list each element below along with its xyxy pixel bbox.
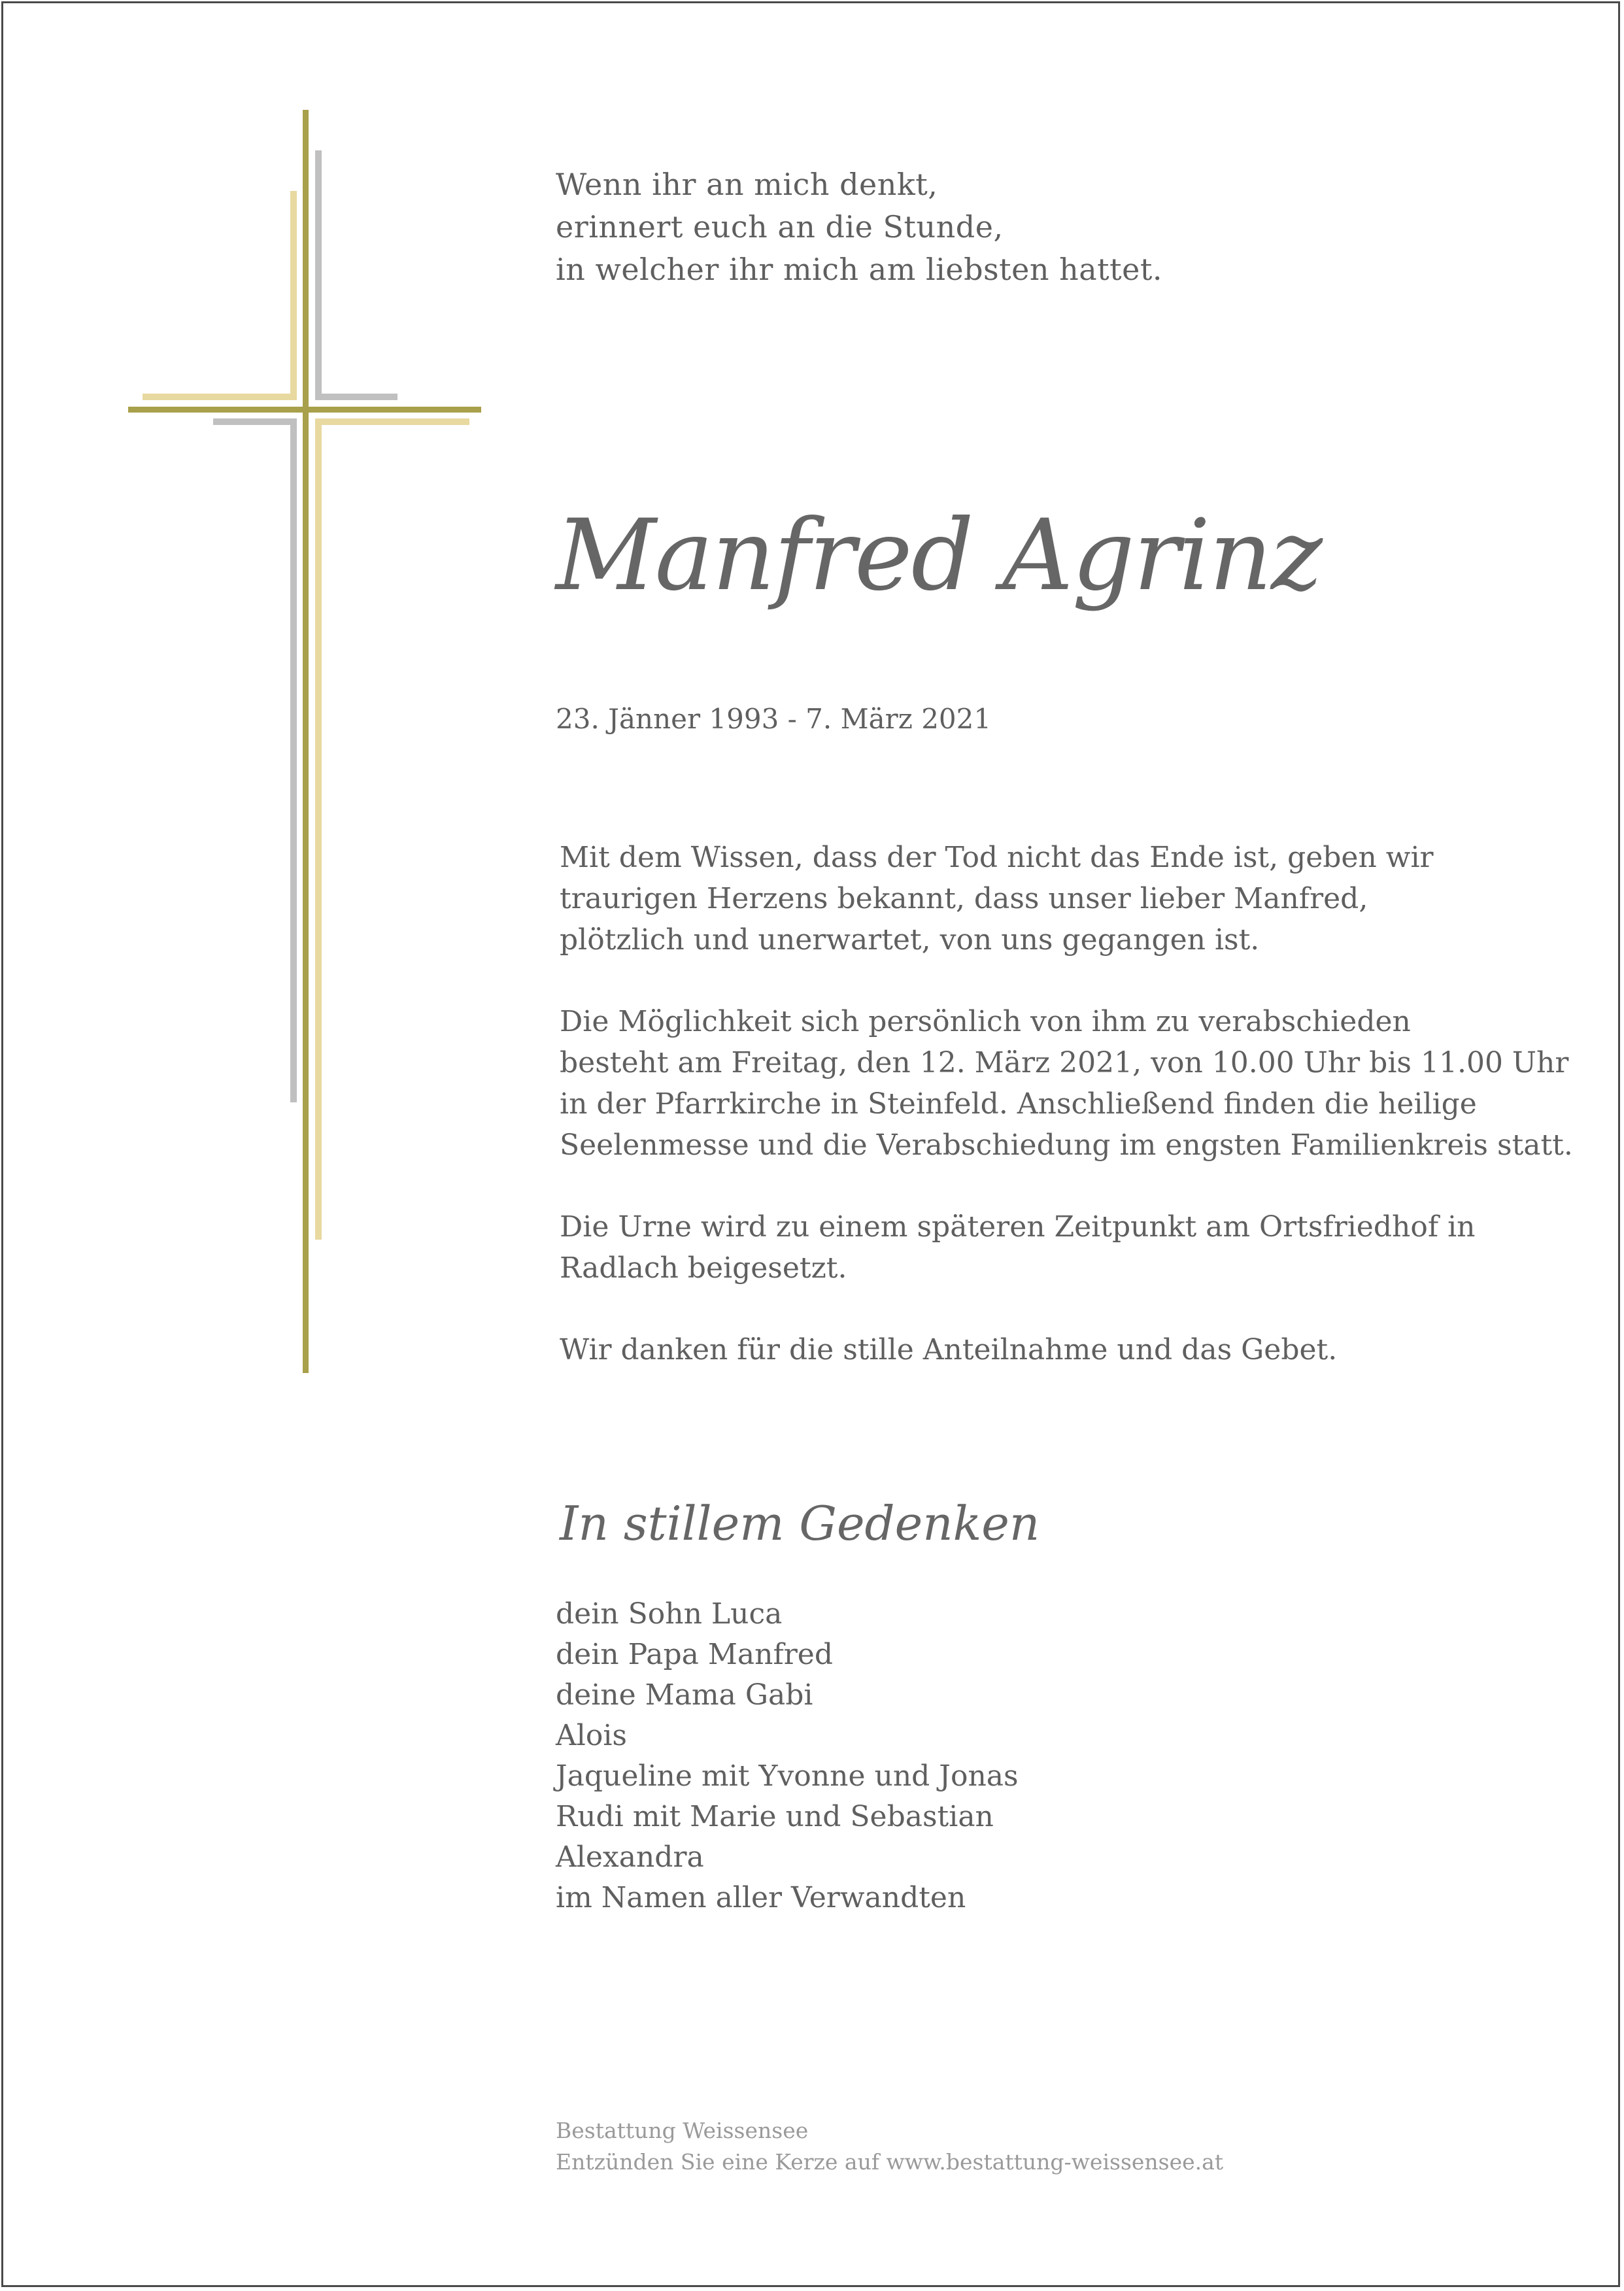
text-line: Die Urne wird zu einem späteren Zeitpunkt am Ortsfriedhof in bbox=[560, 1210, 1476, 1244]
announcement-paragraph bbox=[560, 837, 1573, 960]
cross-grey-upper-horizontal bbox=[315, 394, 398, 400]
funeral-company: Bestattung Weissensee bbox=[556, 2118, 809, 2143]
text-line: Radlach beigesetzt. bbox=[560, 1251, 847, 1285]
mourner-entry: Rudi mit Marie und Sebastian bbox=[556, 1800, 994, 1833]
text-line: traurigen Herzens bekannt, dass unser lieber Manfred, bbox=[560, 882, 1368, 915]
text-line: Die Möglichkeit sich persönlich von ihm zu verabschieden bbox=[560, 1005, 1411, 1038]
life-dates: 23. Jänner 1993 - 7. März 2021 bbox=[556, 703, 992, 735]
cross-grey-lower-horizontal bbox=[213, 418, 297, 425]
mourners-heading: In stillem Gedenken bbox=[560, 1496, 1040, 1551]
text-line: plötzlich und unerwartet, von uns gegangen ist. bbox=[560, 923, 1260, 957]
cross-main-vertical bbox=[303, 110, 309, 1373]
announcement-paragraph bbox=[560, 1206, 1573, 1289]
text-line: Wir danken für die stille Anteilnahme und das Gebet. bbox=[560, 1333, 1338, 1366]
mourner-entry: dein Papa Manfred bbox=[556, 1638, 833, 1671]
cross-grey-lower-vertical bbox=[290, 418, 297, 1102]
mourner-entry: Alexandra bbox=[556, 1841, 704, 1874]
poem-line: in welcher ihr mich am liebsten hattet. bbox=[556, 252, 1162, 287]
cross-icon bbox=[0, 0, 523, 1406]
poem bbox=[556, 163, 1162, 291]
cross-gold-lower-vertical bbox=[315, 418, 322, 1240]
footer bbox=[556, 2115, 1223, 2178]
announcement-text bbox=[560, 837, 1573, 1411]
cross-gold-upper-vertical bbox=[290, 191, 297, 400]
candle-link-text: Entzünden Sie eine Kerze auf www.bestattung-weissensee.at bbox=[556, 2149, 1224, 2175]
cross-main-horizontal bbox=[128, 407, 481, 413]
cross-gold-upper-horizontal bbox=[143, 394, 297, 400]
mourner-entry: Jaqueline mit Yvonne und Jonas bbox=[556, 1759, 1019, 1793]
poem-line: Wenn ihr an mich denkt, bbox=[556, 167, 938, 202]
announcement-paragraph bbox=[560, 1329, 1573, 1370]
mourner-entry: dein Sohn Luca bbox=[556, 1597, 783, 1631]
cross-grey-upper-vertical bbox=[315, 150, 322, 398]
mourner-entry: im Namen aller Verwandten bbox=[556, 1881, 966, 1914]
announcement-paragraph bbox=[560, 1001, 1573, 1166]
deceased-name: Manfred Agrinz bbox=[556, 499, 1321, 613]
text-line: Seelenmesse und die Verabschiedung im engsten Familienkreis statt. bbox=[560, 1129, 1573, 1162]
mourner-entry: deine Mama Gabi bbox=[556, 1678, 813, 1712]
cross-gold-lower-horizontal bbox=[315, 418, 469, 425]
mourner-entry: Alois bbox=[556, 1719, 627, 1752]
text-line: Mit dem Wissen, dass der Tod nicht das Ende ist, geben wir bbox=[560, 841, 1434, 874]
text-line: besteht am Freitag, den 12. März 2021, von 10.00 Uhr bis 11.00 Uhr bbox=[560, 1046, 1569, 1079]
mourners-list bbox=[556, 1594, 1019, 1918]
text-line: in der Pfarrkirche in Steinfeld. Anschließend finden die heilige bbox=[560, 1087, 1477, 1121]
poem-line: erinnert euch an die Stunde, bbox=[556, 209, 1004, 245]
